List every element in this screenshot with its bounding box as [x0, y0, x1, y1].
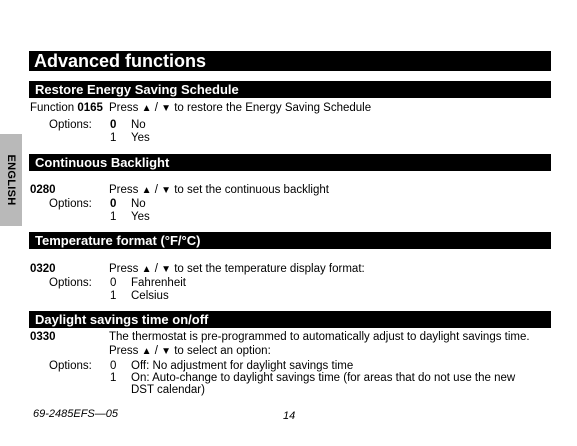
options-label: Options: [49, 119, 92, 131]
up-arrow-icon: ▲ [141, 346, 152, 357]
press-text: Press [109, 102, 139, 114]
language-tab [0, 134, 22, 226]
down-arrow-icon: ▼ [161, 185, 172, 196]
slash-text: / [154, 263, 158, 275]
instruction-line [109, 345, 271, 358]
slash-text: / [154, 345, 158, 357]
section-heading-backlight: Continuous Backlight [29, 154, 551, 171]
press-text: Press [109, 184, 139, 196]
option-number: 0 [110, 277, 117, 289]
option-number: 0 [110, 360, 117, 372]
options-label: Options: [49, 198, 92, 210]
option-text: On: Auto-change to daylight savings time (for areas that do not use the new [131, 372, 516, 384]
instruction-line [109, 102, 371, 115]
slash-text: / [154, 184, 158, 196]
section-heading-daylight-savings: Daylight savings time on/off [29, 311, 551, 328]
instruction-line [109, 263, 365, 276]
option-text: No [131, 119, 146, 131]
up-arrow-icon: ▲ [141, 185, 152, 196]
slash-text: / [154, 102, 158, 114]
function-prefix: Function [30, 102, 75, 114]
option-number: 0 [110, 119, 117, 131]
section-heading-restore-schedule: Restore Energy Saving Schedule [29, 81, 551, 98]
down-arrow-icon: ▼ [161, 346, 172, 357]
option-number: 1 [110, 132, 117, 144]
document-code: 69-2485EFS—05 [33, 408, 118, 420]
up-arrow-icon: ▲ [141, 264, 152, 275]
option-text: Celsius [131, 290, 169, 302]
option-number: 1 [110, 290, 117, 302]
option-text: Off: No adjustment for daylight savings time [131, 360, 354, 372]
instruction-text: to set the continuous backlight [174, 184, 329, 196]
option-number: 1 [110, 372, 117, 384]
language-tab-label: ENGLISH [5, 154, 17, 206]
option-number: 1 [110, 211, 117, 223]
function-line-0165 [30, 102, 103, 115]
function-code: 0165 [77, 102, 103, 114]
down-arrow-icon: ▼ [161, 264, 172, 275]
press-text: Press [109, 345, 139, 357]
function-code: 0280 [30, 184, 56, 196]
press-text: Press [109, 263, 139, 275]
down-arrow-icon: ▼ [161, 103, 172, 114]
function-code: 0320 [30, 263, 56, 275]
section-heading-temperature-format: Temperature format (°F/°C) [29, 232, 551, 249]
instruction-line [109, 184, 329, 197]
description-text: The thermostat is pre-programmed to automatically adjust to daylight savings time. [109, 331, 530, 343]
page-number: 14 [283, 410, 296, 422]
instruction-text: to set the temperature display format: [174, 263, 365, 275]
option-text-continued: DST calendar) [131, 384, 205, 396]
function-code: 0330 [30, 331, 56, 343]
option-text: Yes [131, 132, 150, 144]
option-number: 0 [110, 198, 117, 210]
up-arrow-icon: ▲ [141, 103, 152, 114]
options-label: Options: [49, 360, 92, 372]
instruction-text: to select an option: [174, 345, 271, 357]
option-text: Fahrenheit [131, 277, 186, 289]
option-text: Yes [131, 211, 150, 223]
instruction-text: to restore the Energy Saving Schedule [174, 102, 372, 114]
option-text: No [131, 198, 146, 210]
options-label: Options: [49, 277, 92, 289]
page-title: Advanced functions [29, 51, 551, 71]
